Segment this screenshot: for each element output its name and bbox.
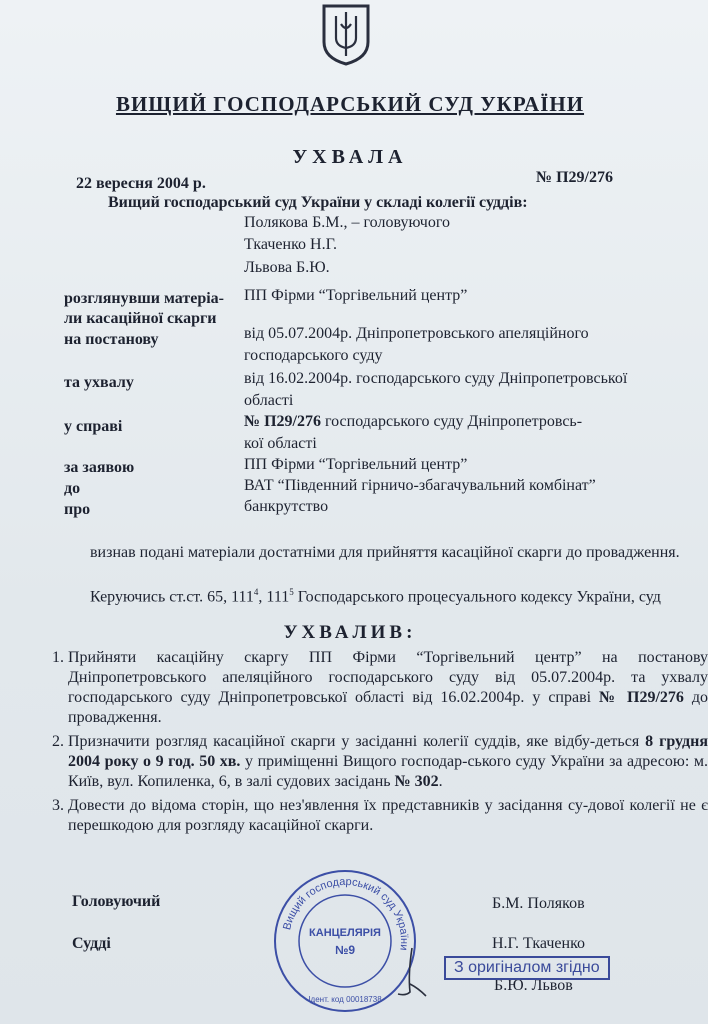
field-label-respondent: до xyxy=(64,480,81,497)
field-label-ruling: та ухвалу xyxy=(64,374,134,391)
decision-list xyxy=(40,648,708,840)
field-label-subject: про xyxy=(64,501,91,518)
judge-2: Ткаченко Н.Г. xyxy=(244,236,338,253)
field-value-resolution: від 05.07.2004р. Дніпропетровського апеляційного xyxy=(244,325,589,342)
seal-ring-text: Вищий господарський суд України xyxy=(281,875,411,952)
field-value-resolution-2: господарського суду xyxy=(244,347,383,364)
field-value-applicant: ПП Фірми “Торгівельний центр” xyxy=(244,456,468,473)
paragraph-admission: визнав подані матеріали достатніми для прийняття касаційної скарги до провадження. xyxy=(90,544,680,561)
field-value-considered: ПП Фірми “Торгівельний центр” xyxy=(244,287,468,304)
judge-name-1: Н.Г. Ткаченко xyxy=(492,935,586,952)
judge-3: Львова Б.Ю. xyxy=(244,259,330,276)
seal-number: №9 xyxy=(334,943,356,957)
copy-certification-stamp: З оригіналом згідно xyxy=(444,956,610,980)
field-label-case: у справі xyxy=(64,418,123,435)
decision-item-1: 1. Прийняти касаційну скаргу ПП Фірми “Торгівельний центр” на постанову Дніпропетровського апеляційного господарського суду від 05.07.2004р. та ухвалу господарського суду Дніпропетровської області від 16.02.2004р. у справі № П29/276 до провадження. xyxy=(68,648,708,728)
judge-name-2: Б.Ю. Львов xyxy=(494,977,573,994)
field-label-resolution: на постанову xyxy=(64,331,159,348)
field-value-case: № П29/276 господарського суду Дніпропетровсь- xyxy=(244,413,583,430)
case-number-inline: № П29/276 xyxy=(244,413,321,430)
field-value-ruling: від 16.02.2004р. господарського суду Дніпропетровської xyxy=(244,370,628,387)
seal-center-text: КАНЦЕЛЯРІЯ xyxy=(309,927,381,939)
presiding-name: Б.М. Поляков xyxy=(492,895,585,912)
judges-label: Судді xyxy=(72,935,111,952)
field-value-subject: банкрутство xyxy=(244,498,329,515)
trident-emblem-icon xyxy=(316,2,376,66)
field-value-case-2: кої області xyxy=(244,435,317,452)
presiding-label: Головуючий xyxy=(72,893,161,910)
court-name: ВИЩИЙ ГОСПОДАРСЬКИЙ СУД УКРАЇНИ xyxy=(115,92,585,116)
field-label-applicant: за заявою xyxy=(64,459,135,476)
case-number: № П29/276 xyxy=(536,169,613,186)
decision-item-3: 3. Довести до відома сторін, що нез'явлення їх представників у засідання су-дової колегії не є перешкодою для розгляду касаційної скарги. xyxy=(68,796,708,836)
field-value-ruling-2: області xyxy=(244,392,294,409)
seal-code: Ідент. код 00018738 xyxy=(308,995,382,1004)
field-label-considered: розглянувши матеріа- xyxy=(64,290,225,307)
field-label-cassation: ли касаційної скарги xyxy=(64,310,217,327)
decision-title: УХВАЛИВ: xyxy=(283,622,417,643)
document-title: УХВАЛА xyxy=(292,146,408,168)
decision-item-2: 2. Призначити розгляд касаційної скарги у засіданні колегії суддів, яке відбу-деться 8 грудня 2004 року о 9 год. 50 хв. у приміщенні Вищого господар-ського суду України за адресою: м. Київ, вул. Копиленка, 6, в залі судових засідань № 302. xyxy=(68,732,708,792)
panel-intro: Вищий господарський суд України у складі колегії суддів: xyxy=(108,194,528,211)
judge-1: Полякова Б.М., – головуючого xyxy=(244,214,451,231)
field-value-respondent: ВАТ “Південний гірничо-збагачувальний комбінат” xyxy=(244,477,596,494)
document-date: 22 вересня 2004 р. xyxy=(76,175,206,192)
paragraph-legal-basis: Керуючись ст.ст. 65, $111^4$, $111^5$ Господарського процесуального кодексу України, суд xyxy=(90,587,661,606)
signature-scribble-icon xyxy=(392,944,432,1004)
